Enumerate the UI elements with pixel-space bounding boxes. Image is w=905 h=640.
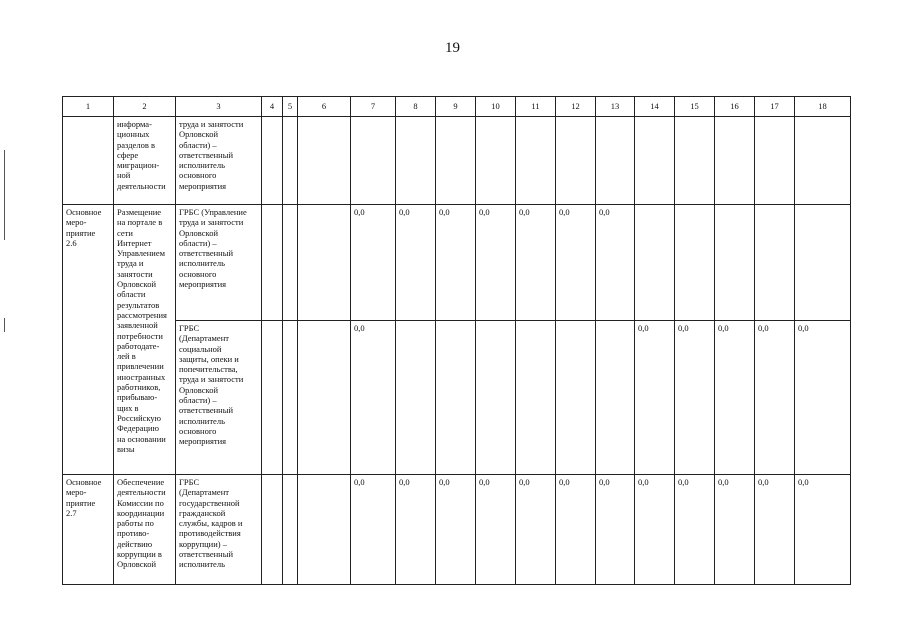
value-cell: 0,0 (439, 477, 450, 487)
table-cell (715, 475, 755, 585)
table-cell (114, 475, 176, 585)
header-cell: 14 (635, 97, 675, 117)
table-cell (635, 117, 675, 205)
table-cell (516, 475, 556, 585)
value-cell: 0,0 (599, 207, 610, 217)
activity-number: Основное меро- приятие 2.6 (66, 207, 102, 248)
value-cell: 0,0 (638, 477, 649, 487)
header-cell: 7 (351, 97, 396, 117)
table-cell (176, 117, 262, 205)
value-cell: 0,0 (798, 477, 809, 487)
header-cell: 12 (556, 97, 596, 117)
table-cell (396, 475, 436, 585)
table-cell (283, 117, 298, 205)
header-cell: 9 (436, 97, 476, 117)
header-cell: 3 (176, 97, 262, 117)
table-cell (556, 321, 596, 475)
header-row (63, 97, 851, 117)
value-cell: 0,0 (479, 477, 490, 487)
table-cell (556, 475, 596, 585)
table-cell (795, 475, 851, 585)
table-cell (63, 205, 114, 475)
value-cell: 0,0 (678, 477, 689, 487)
table-cell (635, 205, 675, 321)
table-cell (114, 205, 176, 475)
table-cell (476, 475, 516, 585)
table-cell (283, 475, 298, 585)
table-cell (351, 205, 396, 321)
table-cell (715, 117, 755, 205)
table-cell (396, 117, 436, 205)
value-cell: 0,0 (559, 207, 570, 217)
responsible-executor: труда и занятости Орловской области) – ответственный исполнитель основного мероприятия (179, 119, 244, 191)
table-cell (516, 205, 556, 321)
value-cell: 0,0 (758, 477, 769, 487)
table-cell (283, 205, 298, 321)
table-cell (795, 205, 851, 321)
table-cell (596, 321, 635, 475)
header-cell: 13 (596, 97, 635, 117)
table-row (63, 321, 851, 475)
table-cell (755, 475, 795, 585)
value-cell: 0,0 (519, 477, 530, 487)
table-cell (298, 475, 351, 585)
table-cell (675, 117, 715, 205)
table-cell (298, 321, 351, 475)
left-margin-mark (4, 318, 5, 332)
table-cell (755, 321, 795, 475)
table-cell (675, 321, 715, 475)
header-cell: 4 (262, 97, 283, 117)
table-cell (476, 205, 516, 321)
header-cell: 6 (298, 97, 351, 117)
activities-table (62, 96, 851, 585)
header-cell: 5 (283, 97, 298, 117)
table-cell (262, 117, 283, 205)
value-cell: 0,0 (439, 207, 450, 217)
table-row (63, 117, 851, 205)
table-cell (283, 321, 298, 475)
table-cell (675, 205, 715, 321)
table-cell (396, 321, 436, 475)
table-cell (596, 205, 635, 321)
header-cell: 16 (715, 97, 755, 117)
table-cell (755, 117, 795, 205)
table-cell (795, 117, 851, 205)
table-cell (596, 117, 635, 205)
table-cell (635, 321, 675, 475)
table-cell (63, 117, 114, 205)
header-cell: 18 (795, 97, 851, 117)
table-cell (176, 475, 262, 585)
table-cell (63, 475, 114, 585)
table-cell (436, 321, 476, 475)
table-cell (262, 475, 283, 585)
left-margin-mark (4, 150, 5, 240)
header-cell: 8 (396, 97, 436, 117)
table-cell (436, 475, 476, 585)
value-cell: 0,0 (798, 323, 809, 333)
table-cell (516, 321, 556, 475)
value-cell: 0,0 (354, 323, 365, 333)
responsible-executor: ГРБС (Департамент социальной защиты, опеки и попечительства, труда и занятости Орловской области) – ответственный исполнитель основного мероприятия (179, 323, 244, 447)
table-cell (436, 205, 476, 321)
table-cell (114, 117, 176, 205)
header-cell: 2 (114, 97, 176, 117)
value-cell: 0,0 (678, 323, 689, 333)
responsible-executor: ГРБС (Департамент государственной гражданской службы, кадров и противодействия коррупции) – ответственный исполнитель (179, 477, 243, 570)
table-cell (476, 117, 516, 205)
value-cell: 0,0 (718, 477, 729, 487)
table-cell (176, 321, 262, 475)
value-cell: 0,0 (758, 323, 769, 333)
header-cell: 15 (675, 97, 715, 117)
table-cell (351, 117, 396, 205)
table-cell (516, 117, 556, 205)
table-cell (351, 321, 396, 475)
header-cell: 17 (755, 97, 795, 117)
responsible-executor: ГРБС (Управление труда и занятости Орловской области) – ответственный исполнитель основного мероприятия (179, 207, 247, 290)
table-cell (556, 117, 596, 205)
table-cell (262, 321, 283, 475)
table-cell (715, 321, 755, 475)
activity-number: Основное меро- приятие 2.7 (66, 477, 102, 518)
table-cell (596, 475, 635, 585)
table-row (63, 475, 851, 585)
value-cell: 0,0 (519, 207, 530, 217)
table-row (63, 205, 851, 321)
table-cell (556, 205, 596, 321)
table-cell (755, 205, 795, 321)
header-cell: 10 (476, 97, 516, 117)
value-cell: 0,0 (479, 207, 490, 217)
value-cell: 0,0 (354, 207, 365, 217)
table-cell (298, 205, 351, 321)
value-cell: 0,0 (399, 207, 410, 217)
table-cell (675, 475, 715, 585)
page-number: 19 (445, 40, 460, 56)
table-cell (795, 321, 851, 475)
value-cell: 0,0 (638, 323, 649, 333)
table-cell (436, 117, 476, 205)
value-cell: 0,0 (559, 477, 570, 487)
activity-description: информа- ционных разделов в сфере миграцион- ной деятельности (117, 119, 166, 191)
value-cell: 0,0 (599, 477, 610, 487)
value-cell: 0,0 (354, 477, 365, 487)
table-cell (262, 205, 283, 321)
table-cell (396, 205, 436, 321)
activity-description: Обеспечение деятельности Комиссии по координации работы по противо- действию коррупции в Орловской (117, 477, 166, 570)
table-cell (176, 205, 262, 321)
table-cell (476, 321, 516, 475)
header-cell: 11 (516, 97, 556, 117)
table-cell (351, 475, 396, 585)
table-cell (715, 205, 755, 321)
value-cell: 0,0 (399, 477, 410, 487)
activity-description: Размещение на портале в сети Интернет Управлением труда и занятости Орловской области результатов рассмотрения заявленной потребности работодате- лей в привлечении иностранных работников, прибываю- щих в Российскую Федерацию на основании визы (117, 207, 167, 454)
value-cell: 0,0 (718, 323, 729, 333)
table-cell (635, 475, 675, 585)
table-cell (298, 117, 351, 205)
header-cell: 1 (63, 97, 114, 117)
